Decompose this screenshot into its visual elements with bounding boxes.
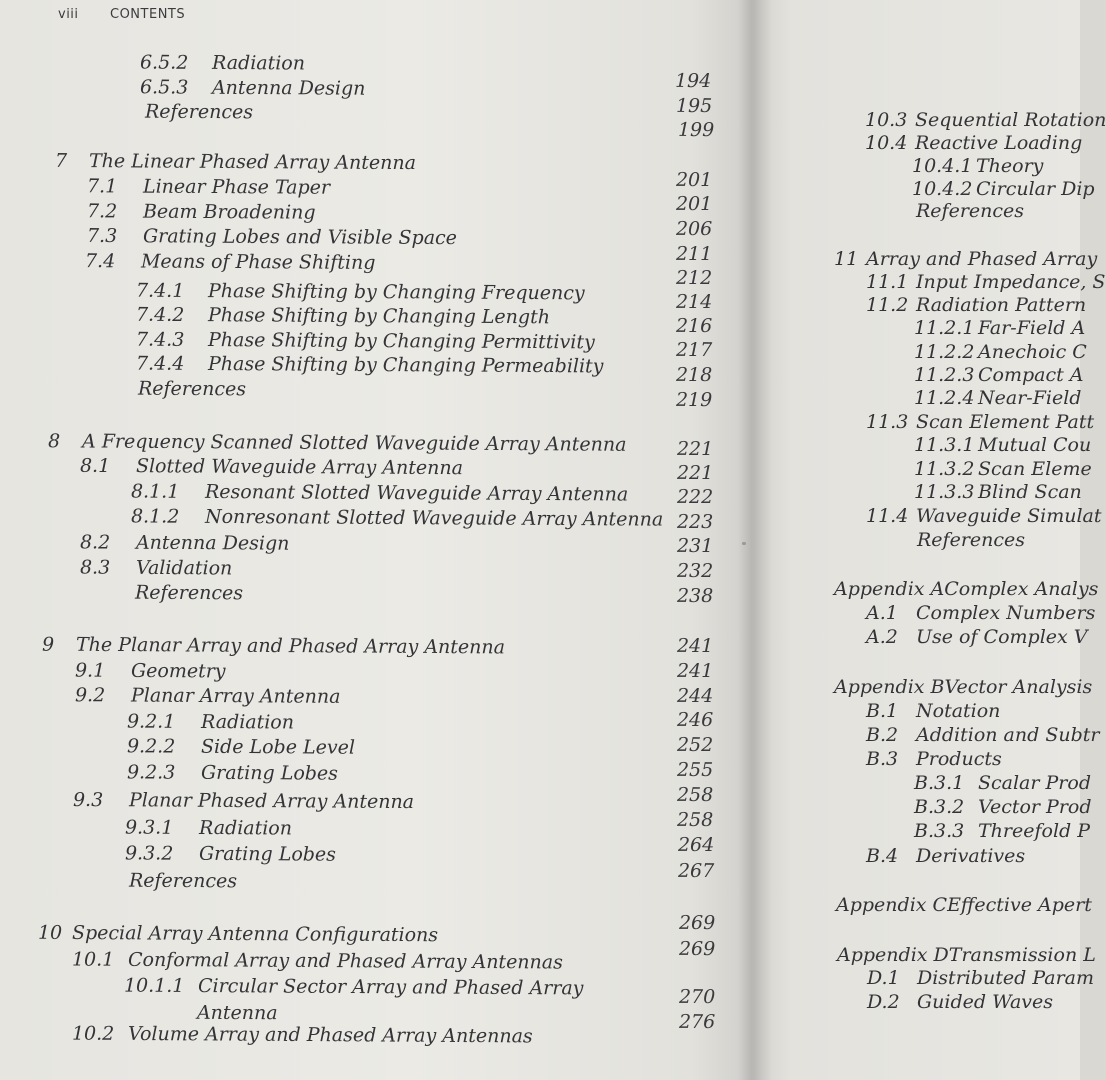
section-number: Appendix B <box>834 676 945 698</box>
left-toc-entry <box>127 735 355 758</box>
page-number: 222 <box>676 485 714 509</box>
page-number: 206 <box>675 217 713 241</box>
section-title: Planar Phased Array Antenna <box>128 789 415 814</box>
page-number: 212 <box>675 266 713 290</box>
left-toc-entry <box>72 1023 533 1048</box>
left-toc-entry <box>127 710 294 733</box>
section-number: Appendix C <box>836 894 948 916</box>
section-number: B.1 <box>866 700 899 722</box>
section-title: Phase Shifting by Changing Permeability <box>207 353 604 378</box>
section-title: Sequential Rotation <box>915 109 1106 131</box>
section-number: 11.2.2 <box>914 341 975 363</box>
section-number: 10.1 <box>71 948 115 971</box>
section-number: 9.2 <box>74 684 106 707</box>
page-number: 255 <box>676 758 714 782</box>
section-title: The Planar Array and Phased Array Antenna <box>75 633 506 659</box>
page-number: 195 <box>675 94 713 118</box>
section-title: Phase Shifting by Changing Length <box>207 304 551 329</box>
page-number: 223 <box>676 510 714 534</box>
left-toc-entry <box>87 200 316 223</box>
page-number: 214 <box>675 290 713 314</box>
section-number: 7.3 <box>86 224 118 248</box>
left-toc-entry <box>135 582 243 605</box>
left-toc-entry <box>136 329 595 354</box>
section-title: Transmission L <box>948 944 1096 966</box>
section-title: The Linear Phased Array Antenna <box>88 150 417 175</box>
right-toc-entry <box>914 820 1090 842</box>
section-number: 6.5.3 <box>139 76 189 99</box>
left-toc-entry <box>80 455 463 479</box>
section-title: Anechoic C <box>978 341 1087 363</box>
section-title: Use of Complex V <box>916 626 1088 648</box>
page-number: 241 <box>676 659 714 683</box>
right-toc-entry <box>866 626 1088 648</box>
page-number: 221 <box>676 437 714 461</box>
right-toc-entry <box>866 700 1000 722</box>
section-title: Radiation Pattern <box>916 294 1087 316</box>
page-number: 211 <box>675 242 713 266</box>
page-number: 221 <box>676 461 714 485</box>
left-toc-entry <box>38 922 438 946</box>
right-toc-entry <box>914 387 1081 409</box>
section-title: References <box>144 100 254 124</box>
section-number: 9 <box>41 633 55 656</box>
left-toc-entry <box>124 975 584 1000</box>
section-number: 8.2 <box>79 531 111 554</box>
section-title: Scan Element Patt <box>916 411 1095 433</box>
page-number: 231 <box>676 534 714 558</box>
section-number: D.2 <box>867 991 900 1013</box>
section-title: References <box>137 377 247 401</box>
section-title: Linear Phase Taper <box>142 175 331 199</box>
left-toc-entry <box>55 150 416 174</box>
left-toc-entry <box>125 842 336 865</box>
section-number: A.1 <box>866 602 898 624</box>
section-number: 10.4 <box>865 132 908 154</box>
section-number: 11.2.4 <box>914 387 975 409</box>
left-toc-entry <box>129 870 237 893</box>
right-toc-entry <box>917 529 1025 551</box>
left-toc-entry <box>125 816 292 839</box>
left-toc-entry <box>136 353 604 378</box>
section-number: 11 <box>834 248 859 270</box>
left-toc-entry <box>140 76 366 99</box>
section-number: 7.4.4 <box>135 352 185 375</box>
right-toc-entry <box>914 458 1092 480</box>
section-number: Appendix D <box>837 944 949 966</box>
section-title: Beam Broadening <box>142 200 316 224</box>
left-toc-entry <box>136 280 585 305</box>
right-toc-entry <box>916 200 1024 222</box>
page-number: 246 <box>676 708 714 732</box>
left-toc-entry <box>197 1002 278 1024</box>
section-title: Blind Scan <box>978 481 1082 503</box>
section-title: References <box>917 529 1026 551</box>
left-toc-entry <box>127 761 338 784</box>
left-toc-entry <box>87 225 457 249</box>
section-number: 11.2.3 <box>914 364 975 386</box>
section-number: 10.1.1 <box>123 974 185 997</box>
section-title: Guided Waves <box>917 991 1054 1013</box>
right-toc-entry <box>865 132 1082 154</box>
section-title: Threefold P <box>978 820 1091 842</box>
right-toc-entry <box>836 894 1092 916</box>
left-toc-entry <box>145 101 253 124</box>
page-number: 258 <box>676 808 714 832</box>
page-number: 194 <box>674 69 712 93</box>
left-toc-entry <box>42 634 505 659</box>
right-toc-entry <box>866 748 1002 770</box>
section-title: Radiation <box>211 51 306 75</box>
section-title: Means of Phase Shifting <box>140 250 376 274</box>
section-number: 8.1.1 <box>130 480 180 503</box>
page-number: 241 <box>676 634 714 658</box>
left-toc-entry <box>131 480 628 505</box>
section-number: Appendix A <box>834 578 945 600</box>
section-title: Validation <box>135 556 233 580</box>
section-title: Complex Numbers <box>916 602 1096 624</box>
section-number: 8.1.2 <box>130 505 180 528</box>
dust-speck <box>742 542 746 545</box>
section-number: 11.1 <box>866 271 909 293</box>
section-number: 7.2 <box>86 200 118 223</box>
left-toc-entry <box>140 51 305 74</box>
section-number: 11.4 <box>866 505 909 527</box>
section-title: Special Array Antenna Configurations <box>71 921 439 947</box>
section-title: Antenna Design <box>211 76 366 100</box>
page-number: 201 <box>675 192 713 216</box>
right-toc-entry <box>914 364 1084 386</box>
section-title: Antenna Design <box>135 531 290 555</box>
page-number: 244 <box>676 684 714 708</box>
section-number: 9.3.1 <box>124 816 174 839</box>
page-number: 219 <box>675 388 713 412</box>
section-title: Grating Lobes and Visible Space <box>142 225 458 250</box>
right-toc-entry <box>912 155 1043 177</box>
section-number: 11.3.1 <box>914 434 975 456</box>
section-title: Grating Lobes <box>200 761 339 785</box>
section-title: Theory <box>976 155 1044 177</box>
section-number: 8.1 <box>79 454 111 478</box>
section-number: 9.2.3 <box>126 761 176 784</box>
section-number: 10.2 <box>71 1022 115 1045</box>
page-number: 269 <box>678 911 716 935</box>
section-title: Planar Array Antenna <box>130 684 341 708</box>
section-title: Nonresonant Slotted Waveguide Array Antenna <box>204 505 664 531</box>
section-number: 10.4.1 <box>912 155 973 177</box>
page-number: 264 <box>677 833 715 857</box>
left-toc-entry <box>72 949 563 974</box>
section-title: Notation <box>916 700 1001 722</box>
section-title: Geometry <box>130 659 226 683</box>
section-title: Effective Apert <box>947 894 1092 916</box>
section-number: 7.1 <box>86 175 118 198</box>
section-title: References <box>134 581 244 605</box>
section-number: 8 <box>47 430 61 453</box>
section-number: 10 <box>37 921 63 944</box>
section-title: Addition and Subtr <box>916 724 1100 746</box>
running-head: CONTENTS <box>110 7 186 22</box>
right-toc-entry <box>866 505 1102 527</box>
section-title: Phase Shifting by Changing Permittivity <box>207 329 595 354</box>
page-number: 232 <box>676 559 714 583</box>
right-toc-entry <box>914 796 1092 818</box>
section-number: 11.2 <box>866 294 909 316</box>
section-number: 11.3 <box>866 411 909 433</box>
right-toc-entry <box>834 676 1092 698</box>
section-title: Grating Lobes <box>198 842 337 866</box>
book-gutter <box>738 0 772 1080</box>
page-number: 276 <box>678 1010 716 1034</box>
section-title: Vector Analysis <box>944 676 1093 698</box>
section-number: 11.3.3 <box>914 481 975 503</box>
section-number: 7.4.2 <box>135 303 185 327</box>
section-number: B.3 <box>866 748 899 770</box>
left-toc-entry <box>75 660 226 683</box>
section-title: Conformal Array and Phased Array Antennas <box>127 948 563 974</box>
section-number: 9.2.2 <box>126 735 176 758</box>
section-title: Radiation <box>198 816 293 840</box>
page-number: 252 <box>676 733 714 757</box>
section-title: References <box>916 200 1025 222</box>
section-number: 10.3 <box>865 109 908 131</box>
right-toc-entry <box>914 481 1082 503</box>
page-number: 258 <box>676 783 714 807</box>
section-number: 7.4.1 <box>135 279 185 302</box>
right-toc-entry <box>866 411 1094 433</box>
right-toc-entry <box>866 602 1095 624</box>
left-toc-entry <box>85 250 376 274</box>
page-number: 269 <box>678 937 716 961</box>
right-toc-entry <box>914 341 1087 363</box>
right-toc-entry <box>834 578 1098 600</box>
section-title: Circular Dip <box>976 178 1095 200</box>
page-number: 216 <box>675 314 713 338</box>
section-number: 9.2.1 <box>126 710 176 733</box>
section-number: 7.4 <box>84 250 116 273</box>
section-title: Distributed Param <box>917 967 1095 989</box>
section-title: Radiation <box>200 710 295 734</box>
page-number: 238 <box>676 584 714 608</box>
section-title: Scalar Prod <box>978 772 1091 794</box>
section-number: B.4 <box>866 845 899 867</box>
left-toc-entry <box>75 684 341 708</box>
right-toc-entry <box>867 991 1053 1013</box>
section-number: 7 <box>54 149 68 172</box>
left-toc-entry <box>48 430 627 456</box>
section-number: 9.3 <box>72 788 104 812</box>
right-toc-entry <box>914 772 1091 794</box>
page-number: 199 <box>677 118 715 142</box>
section-number: B.2 <box>866 724 899 746</box>
section-title: Resonant Slotted Waveguide Array Antenna <box>204 480 629 506</box>
left-toc-entry <box>80 531 290 554</box>
section-title: Scan Eleme <box>978 458 1092 480</box>
section-title: Input Impedance, S <box>916 271 1106 293</box>
section-number: B.3.1 <box>914 772 965 794</box>
section-title: Volume Array and Phased Array Antennas <box>127 1022 533 1048</box>
section-title: Mutual Cou <box>978 434 1092 456</box>
section-title: Far-Field A <box>978 317 1086 339</box>
section-number: 8.3 <box>79 556 111 579</box>
section-title: Reactive Loading <box>915 132 1083 154</box>
page-number: 270 <box>678 985 716 1009</box>
right-toc-entry <box>867 967 1094 989</box>
left-toc-entry <box>138 378 246 401</box>
section-title: Phase Shifting by Changing Frequency <box>207 280 585 305</box>
section-number: B.3.2 <box>914 796 965 818</box>
section-number: 9.1 <box>74 659 106 682</box>
right-toc-entry <box>912 178 1095 200</box>
section-title: Array and Phased Array <box>866 248 1098 270</box>
section-title: Vector Prod <box>978 796 1092 818</box>
section-title: Complex Analys <box>944 578 1099 600</box>
page-number: 267 <box>677 859 715 883</box>
section-number: B.3.3 <box>914 820 965 842</box>
section-number: 11.2.1 <box>914 317 975 339</box>
section-title: Circular Sector Array and Phased Array <box>197 975 584 1000</box>
section-title: Derivatives <box>916 845 1026 867</box>
section-title: Side Lobe Level <box>200 735 356 759</box>
section-number: 7.4.3 <box>135 328 185 351</box>
right-toc-entry <box>866 271 1105 293</box>
section-number: 6.5.2 <box>139 51 189 74</box>
section-title: Compact A <box>978 364 1084 386</box>
left-toc-entry <box>136 304 550 329</box>
section-title: Near-Field <box>978 387 1082 409</box>
right-toc-entry <box>866 724 1099 746</box>
section-title: References <box>128 869 238 893</box>
section-number: 9.3.2 <box>124 842 174 865</box>
right-toc-entry <box>914 434 1091 456</box>
section-title: Antenna <box>196 1001 278 1025</box>
page-number: 201 <box>675 168 713 192</box>
left-toc-entry <box>80 557 232 580</box>
section-title: A Frequency Scanned Slotted Waveguide Array Antenna <box>81 430 627 456</box>
right-toc-entry <box>866 294 1086 316</box>
section-title: Waveguide Simulat <box>916 505 1102 527</box>
section-title: Products <box>916 748 1002 770</box>
right-toc-entry <box>866 845 1025 867</box>
page-number: 217 <box>675 338 713 362</box>
right-toc-entry <box>865 109 1106 131</box>
section-number: D.1 <box>867 967 900 989</box>
page-folio: viii <box>58 7 79 22</box>
page-number: 218 <box>675 363 713 387</box>
section-number: A.2 <box>866 626 898 648</box>
section-number: 10.4.2 <box>912 178 973 200</box>
section-title: Slotted Waveguide Array Antenna <box>135 455 464 480</box>
right-toc-entry <box>834 248 1097 270</box>
right-toc-entry <box>914 317 1085 339</box>
section-number: 11.3.2 <box>914 458 975 480</box>
left-toc-entry <box>131 505 663 530</box>
left-toc-entry <box>73 789 414 813</box>
left-toc-entry <box>87 175 330 198</box>
right-toc-entry <box>837 944 1096 966</box>
